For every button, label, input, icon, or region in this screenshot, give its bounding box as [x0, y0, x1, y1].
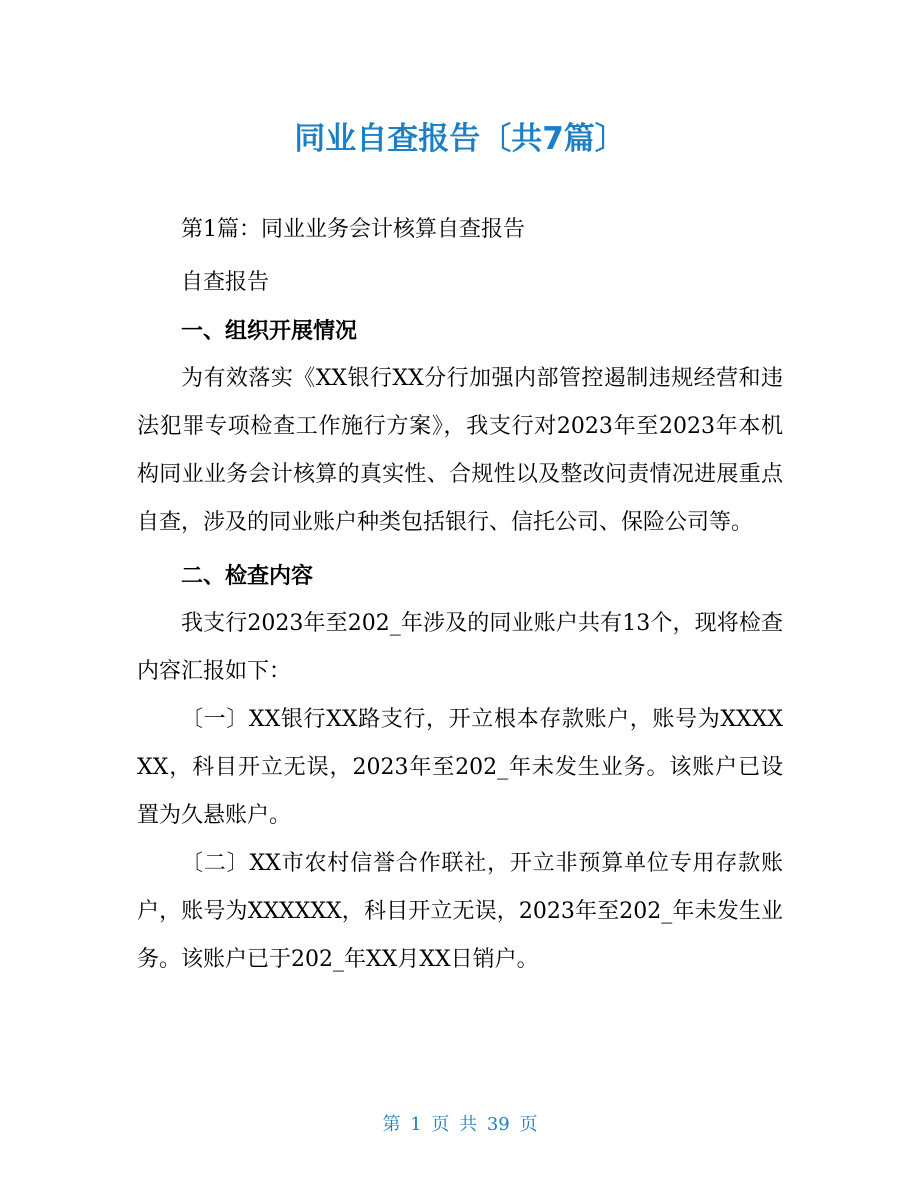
document-body [137, 206, 783, 984]
report-subtitle: 自查报告 [181, 270, 270, 295]
chapter-heading: 第1篇：同业业务会计核算自查报告 [181, 217, 525, 242]
item-1-paragraph: 〔一〕XX银行XX路支行，开立根本存款账户，账号为XXXXXX，科目开立无误，2023年至202_年未发生业务。该账户已设置为久悬账户。 [137, 707, 783, 828]
section-1-heading: 一、组织开展情况 [181, 318, 358, 344]
page-number: 第 1 页 共 39 页 [382, 1114, 538, 1135]
section-2-paragraph: 我支行2023年至202_年涉及的同业账户共有13个，现将检查内容汇报如下： [137, 611, 783, 684]
section-1-paragraph: 为有效落实《XX银行XX分行加强内部管控遏制违规经营和违法犯罪专项检查工作施行方案》，我支行对2023年至2023年本机构同业业务会计核算的真实性、合规性以及整改问责情况进展重点自查，涉及的同业账户种类包括银行、信托公司、保险公司等。 [137, 366, 783, 535]
item-2-paragraph: 〔二〕XX市农村信誉合作联社，开立非预算单位专用存款账户，账号为XXXXXX，科目开立无误，2023年至202_年未发生业务。该账户已于202_年XX月XX日销户。 [137, 851, 783, 972]
section-2-heading: 二、检查内容 [181, 563, 314, 589]
document-title: 同业自查报告〔共7篇〕 [294, 121, 626, 157]
